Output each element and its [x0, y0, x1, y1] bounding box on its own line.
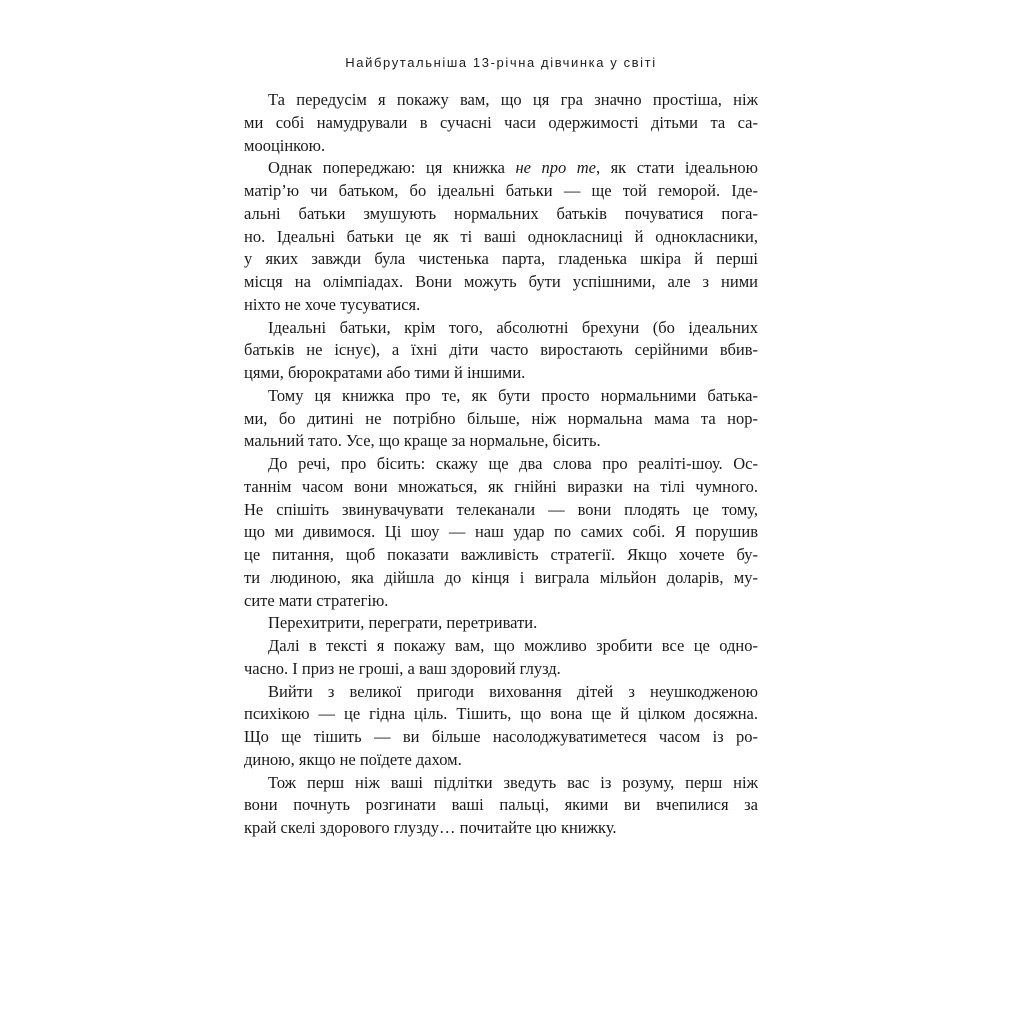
text-line: місця на олімпіадах. Вони можуть бути успішними, але з ними — [244, 272, 758, 291]
text-line: психікою — це гідна ціль. Тішить, що вона ще й цілком досяжна. — [244, 704, 758, 724]
text-line: таннім часом вони множаться, як гнійні виразки на тілі чумного. — [244, 476, 758, 496]
text-line: но. Ідеальні батьки це як ті ваші однокласниці й однокласники, — [244, 226, 758, 246]
text-line: Тому ця книжка про те, як бути просто нормальними батька- — [268, 385, 758, 405]
text-line: Та передусім я покажу вам, що ця гра значно простіша, ніж — [268, 90, 758, 109]
paragraph — [244, 89, 758, 157]
text-line: матір’ю чи батьком, бо ідеальні батьки — ще той геморой. Іде- — [244, 181, 758, 200]
text-line: батьків не існує), а їхні діти часто виростають серійними вбив- — [244, 340, 758, 360]
paragraph — [244, 612, 758, 635]
text-line: часно. І приз не гроші, а ваш здоровий глузд. — [244, 658, 561, 678]
paragraph — [244, 635, 758, 681]
text-line: альні батьки змушують нормальних батьків почуватися пога- — [244, 203, 758, 223]
text-line: сите мати стратегію. — [244, 590, 389, 610]
text-line: мальний тато. Усе, що краще за нормальне, бісить. — [244, 431, 601, 451]
text-line-end: , як стати ідеальною — [595, 158, 758, 178]
italic-phrase: не про те — [515, 158, 596, 178]
paragraph — [244, 772, 758, 840]
text-line: Що ще тішить — ви більше насолоджуватиметеся часом із ро- — [244, 727, 758, 746]
text-line: ніхто не хоче тусуватися. — [244, 294, 421, 314]
text-line: цями, бюрократами або тими й іншими. — [244, 363, 526, 382]
text-line: До речі, про бісить: скажу ще два слова про реаліті-шоу. Ос- — [268, 454, 758, 473]
text-line: Не спішіть звинувачувати телеканали — вони плодять це тому, — [244, 499, 758, 519]
body-text — [244, 89, 758, 840]
text-line: у яких завжди була чистенька парта, гладенька шкіра й перші — [244, 249, 758, 269]
paragraph — [244, 385, 758, 453]
text-line — [244, 157, 758, 180]
paragraph — [244, 157, 758, 316]
text-line: диною, якщо не поїдете дахом. — [244, 749, 462, 769]
text-line: ми собі намудрували в сучасні часи одержимості дітьми та са- — [244, 112, 758, 132]
text-line: вони почнуть розгинати ваші пальці, якими ви вчепилися за — [244, 795, 758, 815]
text-line: це питання, щоб показати важливість стратегії. Якщо хочете бу- — [244, 545, 758, 564]
paragraph — [244, 681, 758, 772]
text-line: ти людиною, яка дійшла до кінця і виграла мільйон доларів, му- — [244, 567, 758, 587]
text-line: мооцінкою. — [244, 135, 326, 155]
text-line: край скелі здорового глузду… почитайте цю книжку. — [244, 818, 617, 837]
text-line: Перехитрити, переграти, перетривати. — [268, 613, 538, 633]
text-line: що ми дивимося. Ці шоу — наш удар по самих собі. Я порушив — [244, 522, 758, 542]
text-line: Ідеальні батьки, крім того, абсолютні брехуни (бо ідеальних — [268, 317, 758, 337]
paragraph — [244, 453, 758, 612]
text-line-start: Однак попереджаю: ця книжка — [268, 158, 516, 178]
text-line: Вийти з великої пригоди виховання дітей з неушкодженою — [268, 681, 758, 701]
paragraph — [244, 317, 758, 385]
text-line: Далі в тексті я покажу вам, що можливо зробити все це одно- — [268, 636, 758, 655]
text-line: Тож перш ніж ваші підлітки зведуть вас із розуму, перш ніж — [268, 772, 758, 792]
text-line: ми, бо дитині не потрібно більше, ніж нормальна мама та нор- — [244, 408, 758, 428]
running-head: Найбрутальніша 13-річна дівчинка у світі — [345, 55, 657, 70]
